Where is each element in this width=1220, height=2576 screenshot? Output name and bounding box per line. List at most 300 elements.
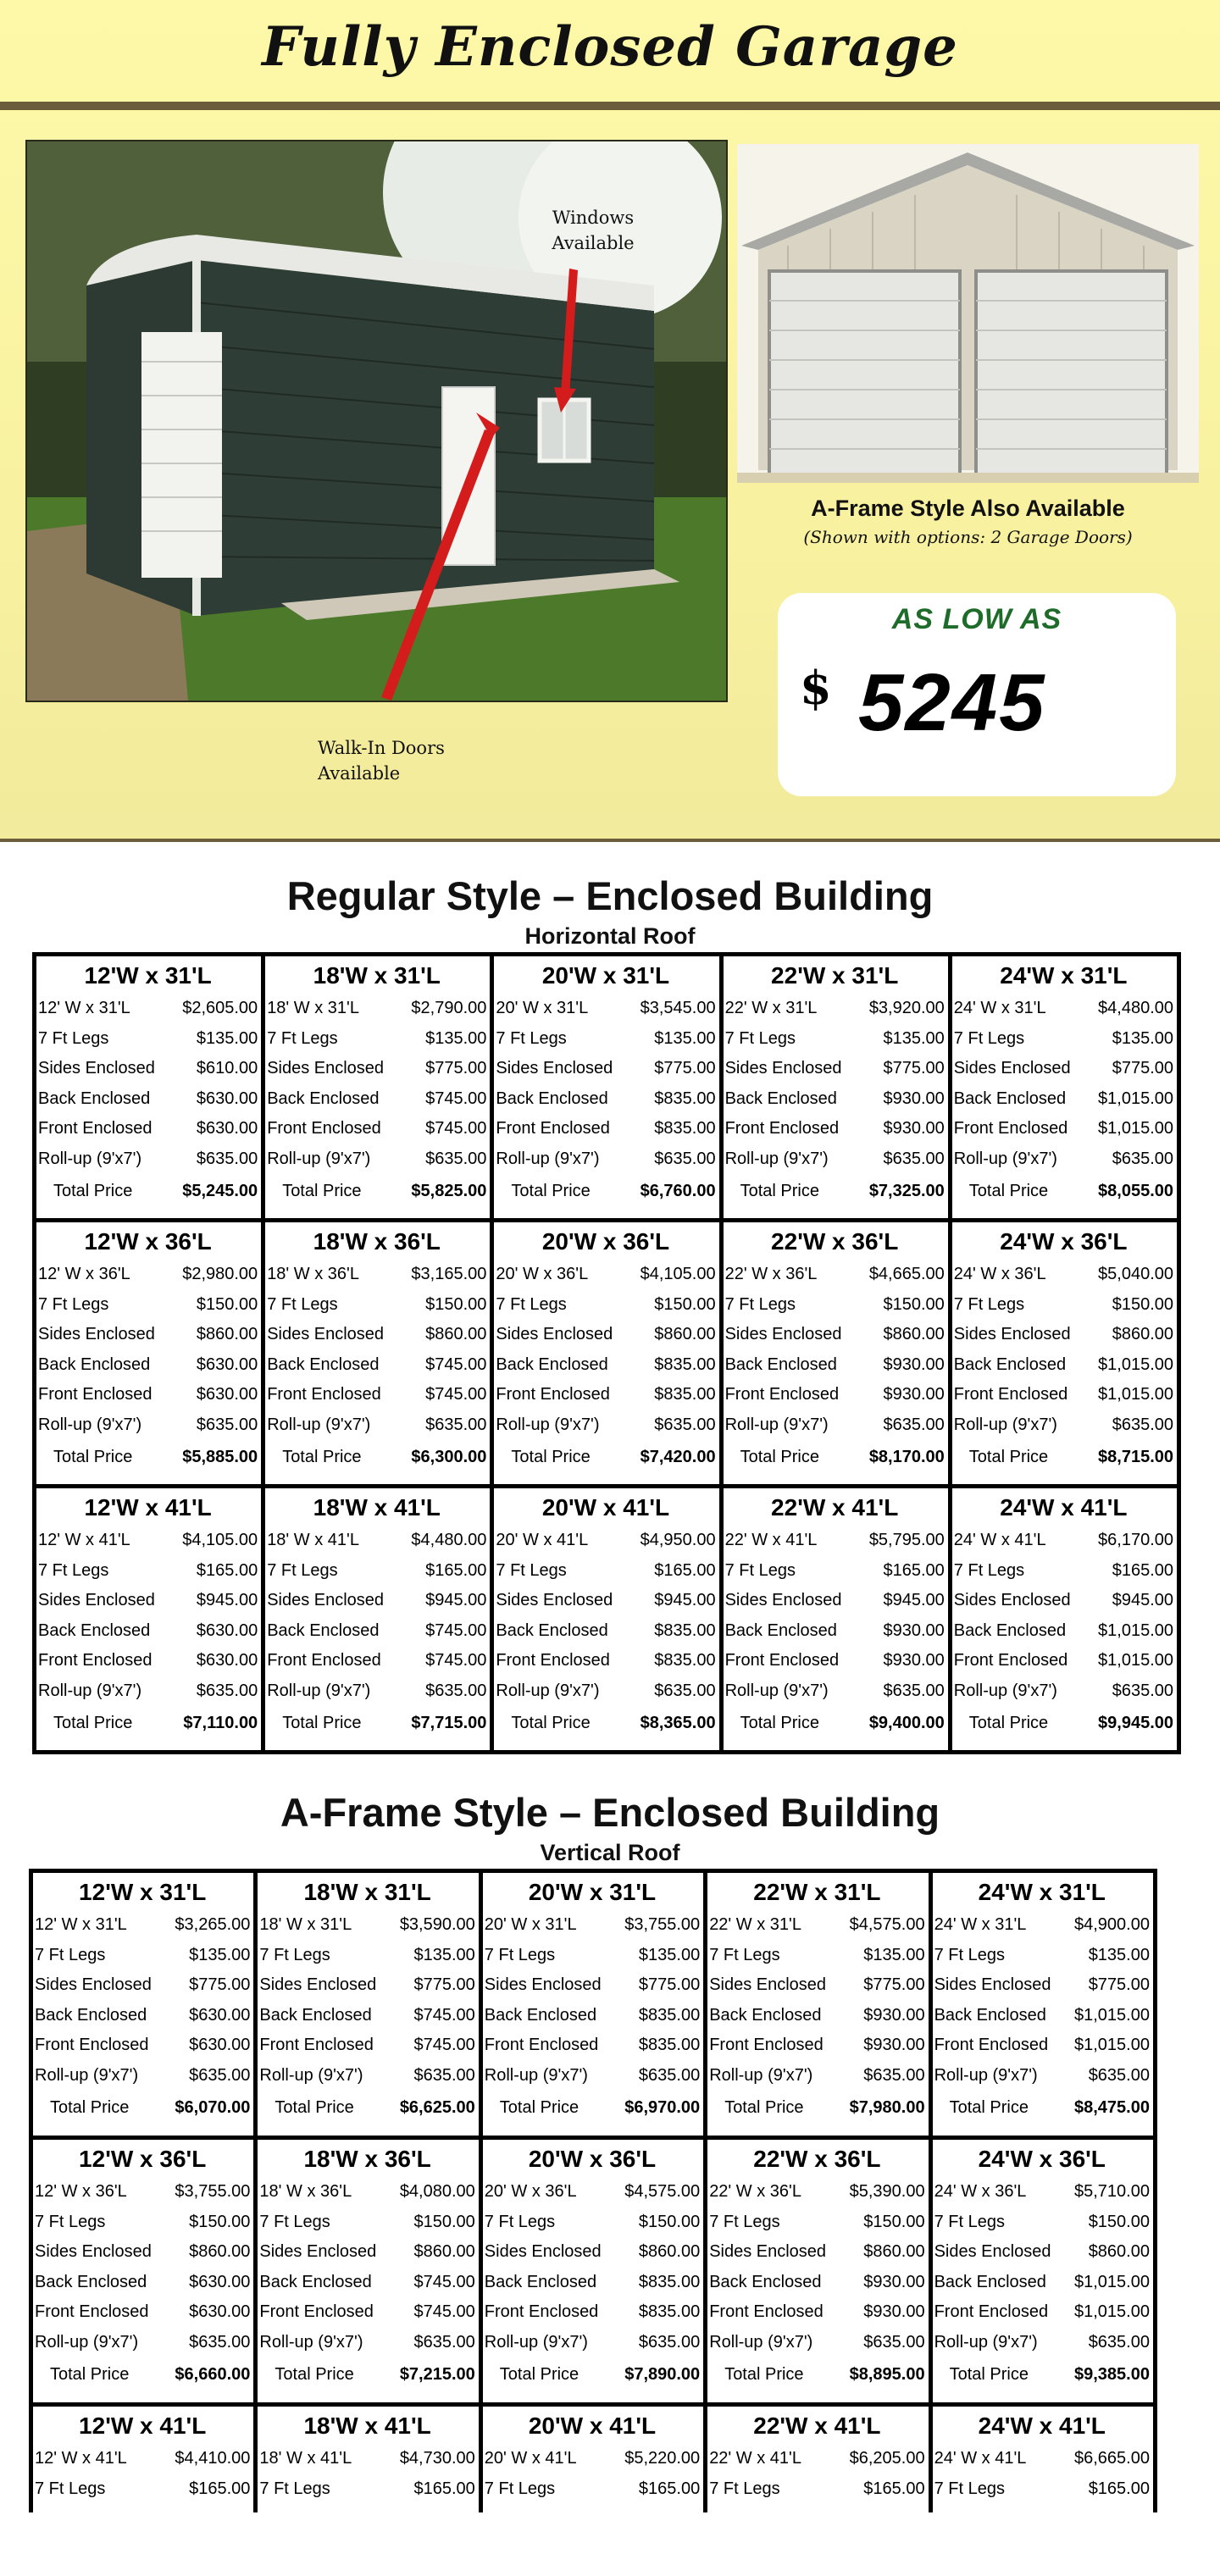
price-line-value: $630.00 — [189, 2036, 251, 2054]
price-line-value: $775.00 — [883, 1059, 945, 1077]
price-line — [496, 1526, 715, 1556]
price-line-value: $135.00 — [425, 1028, 487, 1048]
price-line — [496, 1024, 715, 1055]
cell-size-header: 24'W x 41'L — [1000, 1494, 1128, 1521]
price-line — [934, 2328, 1150, 2358]
price-line — [267, 1114, 486, 1144]
price-line-label: Sides Enclosed — [38, 1591, 155, 1609]
total-price-label: Total Price — [740, 1448, 819, 1466]
price-line-value: $3,265.00 — [175, 1915, 251, 1934]
price-line-label: 18' W x 41'L — [259, 2449, 352, 2468]
price-line-label: Back Enclosed — [484, 2272, 597, 2291]
price-line-label: Roll-up (9'x7') — [35, 2065, 139, 2085]
cell-size-header: 20'W x 36'L — [528, 2146, 657, 2172]
total-price-line — [725, 1706, 945, 1740]
cell-size-header: 20'W x 31'L — [528, 1879, 657, 1905]
price-line-value: $860.00 — [863, 2242, 925, 2261]
price-line — [259, 2177, 474, 2208]
price-line-label: Back Enclosed — [934, 2272, 1046, 2291]
price-line-value: $630.00 — [189, 2005, 251, 2025]
price-cell — [494, 956, 718, 1218]
price-line-label: Back Enclosed — [496, 1620, 608, 1640]
cell-size-header: 24'W x 36'L — [978, 2146, 1106, 2172]
price-line-label: Sides Enclosed — [38, 1325, 155, 1343]
total-price-label: Total Price — [968, 1448, 1049, 1466]
price-line-value: $3,920.00 — [868, 999, 945, 1017]
price-line-label: 24' W x 36'L — [934, 2182, 1027, 2201]
price-line — [725, 1350, 945, 1381]
price-line-label: 7 Ft Legs — [709, 2479, 780, 2498]
price-line-label: 7 Ft Legs — [259, 2479, 330, 2498]
price-line — [38, 1410, 258, 1441]
price-line-value: $165.00 — [1112, 1560, 1173, 1580]
price-line-label: Roll-up (9'x7') — [709, 2065, 813, 2085]
regular-style-subtitle: Horizontal Roof — [524, 923, 696, 949]
price-line — [38, 1526, 258, 1556]
cell-size-header: 24'W x 31'L — [978, 1879, 1106, 1905]
hero-banner — [0, 0, 1220, 842]
price-cell — [265, 956, 490, 1218]
price-line-value: $745.00 — [425, 1385, 487, 1404]
price-line — [709, 1941, 924, 1971]
price-line-value: $745.00 — [413, 2005, 475, 2025]
price-line-label: Front Enclosed — [724, 1651, 840, 1670]
price-cell — [707, 2140, 928, 2402]
price-cell — [33, 2140, 253, 2402]
cell-size-header: 18'W x 36'L — [303, 2146, 431, 2172]
price-cell — [952, 1488, 1177, 1750]
price-line — [496, 1410, 715, 1441]
price-line-label: 7 Ft Legs — [35, 1945, 106, 1964]
price-line-label: Back Enclosed — [724, 1089, 837, 1108]
price-line-label: 22' W x 31'L — [709, 1915, 801, 1934]
total-price-value: $8,365.00 — [640, 1714, 716, 1732]
price-line-value: $4,480.00 — [411, 1531, 487, 1549]
price-line — [38, 1380, 258, 1410]
price-line — [35, 1910, 250, 1941]
price-line-value: $150.00 — [863, 2212, 925, 2231]
price-line — [267, 994, 486, 1024]
total-price-label: Total Price — [499, 2365, 580, 2384]
price-line — [496, 1646, 715, 1676]
price-line — [496, 1260, 715, 1290]
price-line — [485, 2030, 700, 2061]
price-line-label: Front Enclosed — [484, 2036, 599, 2054]
price-line-value: $2,605.00 — [182, 999, 258, 1017]
price-line — [259, 2444, 474, 2474]
price-line-label: Back Enclosed — [38, 1089, 151, 1108]
cell-size-header: 22'W x 41'L — [771, 1494, 899, 1521]
price-line — [485, 2061, 700, 2091]
price-cell — [483, 2407, 703, 2576]
price-line-label: 7 Ft Legs — [953, 1028, 1025, 1048]
price-line-value: $860.00 — [883, 1325, 945, 1343]
price-line-value: $635.00 — [1112, 1415, 1173, 1434]
total-price-label: Total Price — [282, 1714, 362, 1732]
price-line-value: $635.00 — [654, 1149, 716, 1168]
price-line-label: Roll-up (9'x7') — [38, 1149, 142, 1168]
total-price-value: $9,385.00 — [1074, 2365, 1150, 2384]
price-line — [934, 2237, 1150, 2268]
price-line-label: 24' W x 31'L — [934, 1915, 1027, 1934]
price-line — [954, 1526, 1173, 1556]
cell-size-header: 24'W x 36'L — [1000, 1228, 1128, 1255]
price-line-value: $745.00 — [413, 2302, 475, 2321]
price-line-label: Front Enclosed — [267, 1651, 381, 1670]
price-line — [725, 1084, 945, 1115]
price-line-label: Front Enclosed — [709, 2036, 824, 2054]
price-line-label: Front Enclosed — [953, 1385, 1068, 1404]
price-line-label: Roll-up (9'x7') — [38, 1415, 142, 1434]
price-line-label: 7 Ft Legs — [953, 1560, 1025, 1580]
price-line — [259, 1941, 474, 1971]
price-line-value: $165.00 — [196, 1560, 258, 1580]
price-line-label: Back Enclosed — [496, 1354, 608, 1374]
total-price-label: Total Price — [740, 1714, 819, 1732]
price-cell — [258, 2407, 478, 2576]
price-line-value: $745.00 — [413, 2272, 475, 2291]
price-line — [35, 2001, 250, 2031]
total-price-value: $8,715.00 — [1098, 1448, 1173, 1466]
price-line — [709, 2268, 924, 2298]
price-line-label: 18' W x 36'L — [259, 2182, 352, 2201]
price-line — [934, 2208, 1150, 2238]
price-line-label: Front Enclosed — [259, 2036, 374, 2054]
price-line — [485, 2237, 700, 2268]
price-line-value: $835.00 — [654, 1620, 716, 1640]
price-line — [725, 1260, 945, 1290]
price-line — [35, 2208, 250, 2238]
price-line — [725, 1616, 945, 1647]
price-line — [485, 2177, 700, 2208]
price-line-label: Front Enclosed — [934, 2036, 1049, 2054]
cell-size-header: 22'W x 36'L — [753, 2146, 881, 2172]
price-line-label: Roll-up (9'x7') — [953, 1415, 1057, 1434]
price-line-label: Front Enclosed — [496, 1651, 610, 1670]
total-price-label: Total Price — [274, 2098, 354, 2117]
price-line-value: $630.00 — [196, 1354, 258, 1374]
price-line-label: Sides Enclosed — [267, 1059, 385, 1077]
price-line-label: Sides Enclosed — [267, 1591, 385, 1609]
total-price-line — [496, 1440, 715, 1474]
price-line-label: 7 Ft Legs — [496, 1560, 567, 1580]
price-line-label: Roll-up (9'x7') — [35, 2332, 139, 2352]
price-cell — [483, 2140, 703, 2402]
total-price-label: Total Price — [724, 2365, 804, 2384]
price-line — [496, 1290, 715, 1321]
price-cell — [933, 1873, 1153, 2136]
price-line — [725, 1380, 945, 1410]
total-price-line — [485, 2357, 700, 2391]
price-line — [954, 1410, 1173, 1441]
price-line-value: $635.00 — [425, 1681, 487, 1700]
price-line-value: $630.00 — [189, 2272, 251, 2291]
total-price-line — [35, 2357, 250, 2391]
total-price-value: $6,660.00 — [175, 2365, 251, 2384]
price-line-value: $135.00 — [863, 1945, 925, 1964]
price-line — [954, 1320, 1173, 1350]
price-line — [35, 2030, 250, 2061]
price-line — [709, 2001, 924, 2031]
total-price-value: $6,300.00 — [411, 1448, 487, 1466]
price-line-value: $635.00 — [654, 1681, 716, 1700]
price-line — [725, 1410, 945, 1441]
price-line-label: Roll-up (9'x7') — [259, 2065, 363, 2085]
price-line-label: Front Enclosed — [267, 1119, 381, 1138]
price-line — [496, 1084, 715, 1115]
price-line — [485, 1910, 700, 1941]
price-line-value: $635.00 — [413, 2065, 475, 2085]
price-line-value: $165.00 — [1088, 2479, 1150, 2498]
price-line-label: Roll-up (9'x7') — [259, 2332, 363, 2352]
price-line-label: 7 Ft Legs — [38, 1560, 109, 1580]
price-line-label: 24' W x 41'L — [953, 1531, 1046, 1549]
price-line-label: Sides Enclosed — [724, 1059, 842, 1077]
price-line-label: Roll-up (9'x7') — [267, 1681, 371, 1700]
price-line-value: $4,665.00 — [868, 1265, 945, 1283]
price-line-label: Back Enclosed — [267, 1354, 380, 1374]
price-line-label: Front Enclosed — [35, 2302, 149, 2321]
price-line — [725, 1114, 945, 1144]
price-line-value: $6,205.00 — [849, 2449, 925, 2468]
price-line — [934, 2030, 1150, 2061]
price-line-label: Back Enclosed — [709, 2272, 822, 2291]
price-line-value: $930.00 — [883, 1651, 945, 1670]
total-price-line — [934, 2357, 1150, 2391]
total-price-value: $7,325.00 — [868, 1182, 945, 1200]
price-line-label: Back Enclosed — [38, 1620, 151, 1640]
price-line-value: $635.00 — [189, 2332, 251, 2352]
price-line-value: $635.00 — [196, 1681, 258, 1700]
price-line-label: 22' W x 36'L — [724, 1265, 818, 1283]
cell-size-header: 12'W x 36'L — [84, 1228, 212, 1255]
price-line-value: $630.00 — [196, 1651, 258, 1670]
price-line — [709, 1970, 924, 2001]
total-price-label: Total Price — [511, 1714, 591, 1732]
price-cell — [724, 1222, 948, 1484]
price-line — [38, 1054, 258, 1084]
regular-style-title: Regular Style – Enclosed Building — [286, 873, 934, 918]
price-line-label: Roll-up (9'x7') — [724, 1681, 829, 1700]
total-price-line — [259, 2091, 474, 2125]
total-price-label: Total Price — [949, 2365, 1029, 2384]
aframe-caption-title: A-Frame Style Also Available — [811, 496, 1125, 521]
total-price-line — [485, 2091, 700, 2125]
price-line-label: 22' W x 31'L — [724, 999, 818, 1017]
callout-walk-in-doors: Walk-In Doors Available — [318, 738, 445, 784]
price-line-value: $3,590.00 — [399, 1915, 475, 1934]
price-line — [485, 2297, 700, 2328]
price-line-label: 7 Ft Legs — [38, 1294, 109, 1314]
price-line — [35, 2177, 250, 2208]
price-line-label: Sides Enclosed — [496, 1059, 613, 1077]
total-price-line — [954, 1706, 1173, 1740]
price-line-value: $150.00 — [883, 1294, 945, 1314]
price-line-label: 20' W x 41'L — [484, 2449, 577, 2468]
price-line-value: $5,795.00 — [868, 1531, 945, 1549]
regular-price-grid — [32, 952, 1181, 1754]
price-line — [259, 2237, 474, 2268]
price-line-label: Front Enclosed — [267, 1385, 381, 1404]
price-line-label: Sides Enclosed — [724, 1325, 842, 1343]
price-line-label: 12' W x 41'L — [35, 2449, 127, 2468]
price-line-label: Sides Enclosed — [38, 1059, 155, 1077]
price-line-label: Sides Enclosed — [267, 1325, 385, 1343]
price-line-value: $775.00 — [654, 1059, 716, 1077]
price-line-value: $930.00 — [863, 2272, 925, 2291]
price-line-value: $860.00 — [425, 1325, 487, 1343]
price-line-label: Back Enclosed — [484, 2005, 597, 2025]
cell-size-header: 12'W x 41'L — [84, 1494, 212, 1521]
price-line — [709, 2474, 924, 2505]
price-line-label: 20' W x 31'L — [496, 999, 589, 1017]
price-line-value: $1,015.00 — [1074, 2302, 1150, 2321]
price-line-value: $5,220.00 — [624, 2449, 701, 2468]
price-cell — [933, 2140, 1153, 2402]
price-cell — [707, 1873, 928, 2136]
price-line — [725, 1024, 945, 1055]
price-line-value: $135.00 — [883, 1028, 945, 1048]
price-line — [485, 1970, 700, 2001]
cell-size-header: 20'W x 31'L — [541, 962, 670, 989]
price-line-value: $165.00 — [654, 1560, 716, 1580]
total-price-line — [35, 2091, 250, 2125]
price-line — [38, 994, 258, 1024]
price-line-value: $3,755.00 — [624, 1915, 701, 1934]
price-line — [496, 1114, 715, 1144]
price-line-label: 7 Ft Legs — [934, 2479, 1005, 2498]
price-line-value: $745.00 — [425, 1119, 487, 1138]
price-currency: $ — [800, 661, 832, 715]
cell-size-header: 12'W x 31'L — [79, 1879, 207, 1905]
price-cell — [33, 2407, 253, 2576]
price-line-value: $6,665.00 — [1074, 2449, 1150, 2468]
price-line-value: $165.00 — [413, 2479, 475, 2498]
price-line-value: $4,575.00 — [624, 2182, 701, 2201]
price-line-label: 7 Ft Legs — [35, 2479, 106, 2498]
price-line — [709, 2061, 924, 2091]
price-line — [259, 2297, 474, 2328]
total-price-value: $8,055.00 — [1098, 1182, 1173, 1200]
price-line-label: 7 Ft Legs — [484, 2479, 556, 2498]
total-price-label: Total Price — [511, 1448, 591, 1466]
price-line-label: Sides Enclosed — [953, 1591, 1071, 1609]
price-line — [954, 1290, 1173, 1321]
price-line-label: 12' W x 36'L — [38, 1265, 130, 1283]
price-line — [267, 1260, 486, 1290]
cell-size-header: 12'W x 36'L — [79, 2146, 207, 2172]
total-price-value: $7,215.00 — [399, 2365, 475, 2384]
price-line-value: $6,170.00 — [1098, 1531, 1173, 1549]
price-line-label: 7 Ft Legs — [934, 1945, 1005, 1964]
price-line-value: $1,015.00 — [1074, 2272, 1150, 2291]
price-line-label: Front Enclosed — [934, 2302, 1049, 2321]
price-line-label: 7 Ft Legs — [484, 2212, 556, 2231]
price-line-label: Roll-up (9'x7') — [724, 1149, 829, 1168]
price-cell — [494, 1222, 718, 1484]
price-line — [267, 1054, 486, 1084]
price-line-value: $945.00 — [883, 1591, 945, 1609]
total-price-line — [709, 2357, 924, 2391]
price-line-value: $630.00 — [196, 1119, 258, 1138]
cell-size-header: 12'W x 31'L — [84, 962, 212, 989]
price-line-label: Back Enclosed — [953, 1620, 1067, 1640]
price-line-value: $835.00 — [654, 1651, 716, 1670]
price-line-value: $3,165.00 — [411, 1265, 487, 1283]
price-line — [954, 1260, 1173, 1290]
price-line — [725, 1646, 945, 1676]
price-line — [934, 2061, 1150, 2091]
price-line — [38, 1586, 258, 1616]
price-line — [38, 1260, 258, 1290]
price-line — [709, 2030, 924, 2061]
price-line — [934, 1970, 1150, 2001]
price-line — [267, 1380, 486, 1410]
price-line-label: Roll-up (9'x7') — [934, 2332, 1038, 2352]
total-price-line — [496, 1174, 715, 1208]
hero-title: Fully Enclosed Garage — [262, 15, 958, 79]
price-line-value: $4,410.00 — [175, 2449, 251, 2468]
price-line — [496, 994, 715, 1024]
price-line-label: Sides Enclosed — [35, 1975, 152, 1994]
price-line — [267, 1410, 486, 1441]
price-line — [496, 1144, 715, 1175]
cell-size-header: 20'W x 41'L — [541, 1494, 670, 1521]
price-line-value: $630.00 — [196, 1385, 258, 1404]
cell-size-header: 18'W x 31'L — [303, 1879, 431, 1905]
price-line — [35, 2328, 250, 2358]
price-line-label: 7 Ft Legs — [267, 1560, 338, 1580]
price-line-label: Back Enclosed — [934, 2005, 1046, 2025]
price-line-label: Roll-up (9'x7') — [953, 1681, 1057, 1700]
price-line-label: Back Enclosed — [953, 1089, 1067, 1108]
price-line-value: $635.00 — [863, 2065, 925, 2085]
price-line-label: Front Enclosed — [709, 2302, 824, 2321]
price-line — [259, 2061, 474, 2091]
price-line — [485, 2208, 700, 2238]
price-line-value: $635.00 — [196, 1149, 258, 1168]
price-line-value: $135.00 — [189, 1945, 251, 1964]
price-line-label: Roll-up (9'x7') — [724, 1415, 829, 1434]
price-line-value: $165.00 — [425, 1560, 487, 1580]
price-line-value: $135.00 — [1088, 1945, 1150, 1964]
price-line-value: $635.00 — [863, 2332, 925, 2352]
price-line-label: Back Enclosed — [267, 1620, 380, 1640]
price-line — [934, 2297, 1150, 2328]
cell-size-header: 18'W x 31'L — [313, 962, 441, 989]
price-line-label: Front Enclosed — [259, 2302, 374, 2321]
price-line — [496, 1380, 715, 1410]
price-line-value: $930.00 — [883, 1089, 945, 1108]
price-line — [954, 1556, 1173, 1587]
price-line-value: $635.00 — [883, 1415, 945, 1434]
price-line-label: 24' W x 31'L — [953, 999, 1046, 1017]
total-price-line — [496, 1706, 715, 1740]
total-price-value: $5,245.00 — [182, 1182, 258, 1200]
price-line — [934, 1941, 1150, 1971]
total-price-label: Total Price — [282, 1448, 362, 1466]
price-line — [38, 1024, 258, 1055]
price-line — [38, 1616, 258, 1647]
price-line-label: 12' W x 31'L — [38, 999, 130, 1017]
price-line-label: 7 Ft Legs — [709, 1945, 780, 1964]
price-line-value: $775.00 — [189, 1975, 251, 1994]
cell-size-header: 12'W x 41'L — [79, 2413, 207, 2439]
price-line-label: Roll-up (9'x7') — [38, 1681, 142, 1700]
price-line — [954, 1024, 1173, 1055]
price-line-value: $630.00 — [196, 1620, 258, 1640]
hero-divider — [0, 102, 1220, 110]
